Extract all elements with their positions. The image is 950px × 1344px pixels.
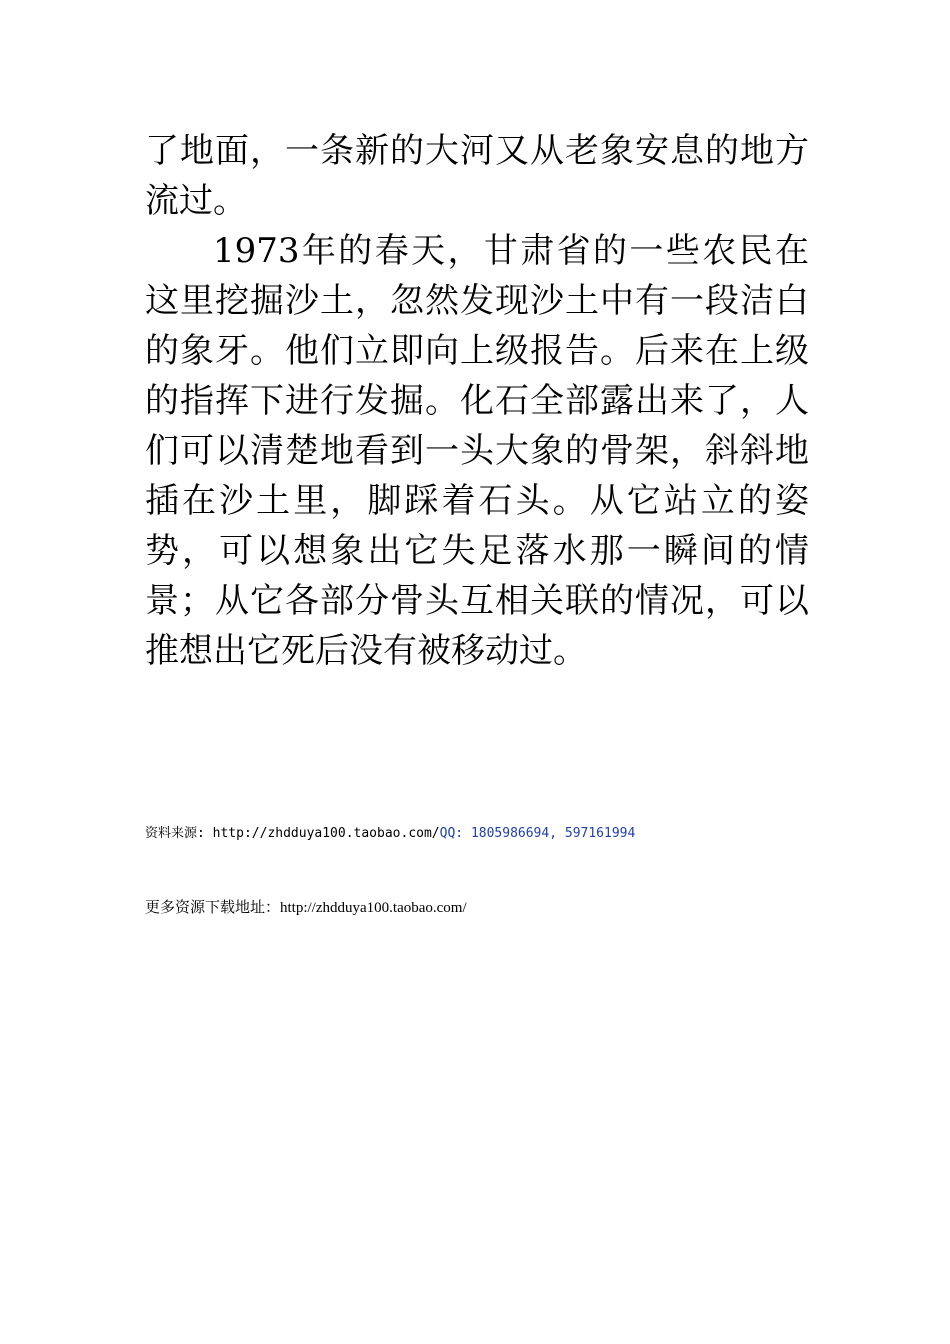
- qq-contact: QQ: 1805986694, 597161994: [439, 826, 636, 841]
- source-label: 资料来源: http://zhdduya100.taobao.com/: [145, 826, 440, 841]
- paragraph-fossil-discovery: 1973年的春天，甘肃省的一些农民在这里挖掘沙土，忽然发现沙土中有一段洁白的象牙。他们立即向上级报告。后来在上级的指挥下进行发掘。化石全部露出来了，人们可以清楚地看到一头大象的骨架，斜斜地插在沙土里，脚踩着石头。从它站立的姿势，可以想象出它失足落水那一瞬间的情景；从它各部分骨头互相关联的情况，可以推想出它死后没有被移动过。: [145, 231, 809, 671]
- source-footer: [145, 824, 845, 844]
- download-footer: 更多资源下载地址：http://zhdduya100.taobao.com/: [145, 900, 467, 916]
- document-body: [145, 126, 809, 676]
- paragraph-continuation: 了地面，一条新的大河又从老象安息的地方流过。: [145, 131, 809, 221]
